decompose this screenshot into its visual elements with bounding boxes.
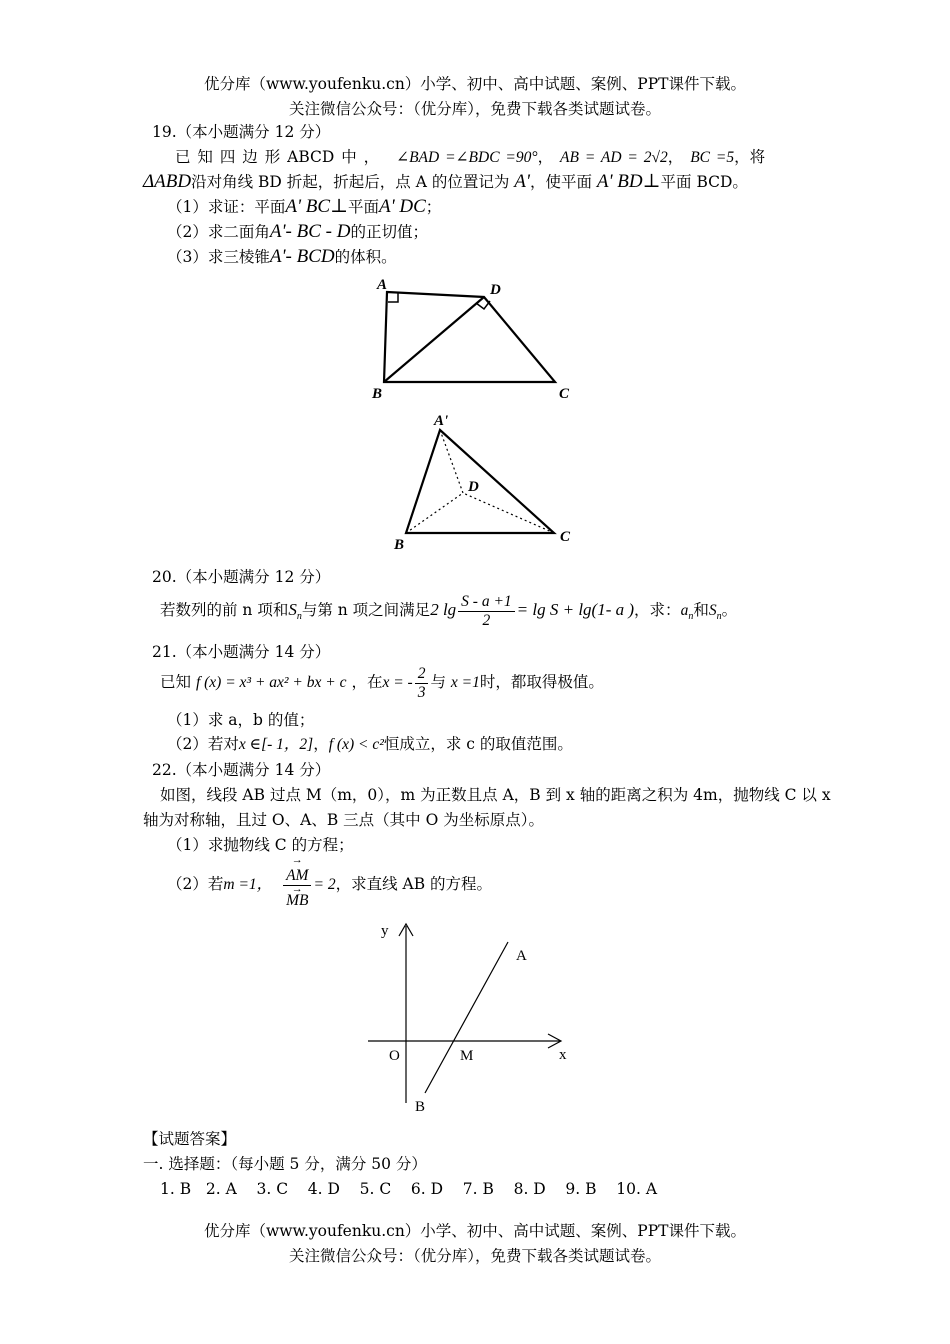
answers-title: 【试题答案】 — [143, 1130, 237, 1148]
q21-fraction: $\frac{2}{3}$ — [415, 665, 429, 702]
fig3-label-O: O — [389, 1048, 400, 1064]
answers-list: 1. B 2. A 3. C 4. D 5. C 6. D 7. B 8. D 9. B 10. A — [160, 1180, 658, 1198]
q19-title: 19.（本小题满分 12 分） — [152, 123, 331, 141]
q19-line-2: ΔABD沿对角线 BD 折起，折起后，点 A 的位置记为 A'，使平面 A' BD⊥平面 BCD。 — [143, 171, 748, 192]
fig2-label-B: B — [394, 537, 405, 553]
header-line-2: 关注微信公众号：（优分库），免费下载各类试题试卷。 — [288, 100, 661, 118]
q20-title: 20.（本小题满分 12 分） — [152, 568, 331, 586]
q22-part-2: （2）若m =1， → AM → MB = 2，求直线 AB 的方程。 — [167, 853, 493, 909]
fig3-label-y: y — [381, 923, 389, 939]
q19-figure-tetrahedron — [380, 405, 590, 555]
q21-part-2: （2）若对x ∈[- 1，2]，f (x) < c²恒成立，求 c 的取值范围。 — [167, 735, 573, 753]
q22-part-1: （1）求抛物线 C 的方程； — [167, 836, 354, 854]
q19-part-3: （3）求三棱锥A'- BCD的体积。 — [167, 246, 397, 267]
q21-title: 21.（本小题满分 14 分） — [152, 643, 331, 661]
q19-part-1: （1）求证：平面A' BC⊥平面A' DC； — [167, 196, 442, 217]
q22-figure-coordinate — [360, 918, 590, 1118]
fig1-label-B: B — [372, 386, 383, 402]
q21-part-1: （1）求 a，b 的值； — [167, 711, 315, 729]
q19-part-2: （2）求二面角A'- BC - D的正切值； — [167, 221, 428, 242]
fig2-label-C: C — [560, 529, 571, 545]
fig1-label-A: A — [377, 277, 388, 293]
fig3-label-x: x — [559, 1047, 567, 1063]
q19-line-1: 已 知 四 边 形 ABCD 中 ， ∠BAD =∠BDC =90°， AB = AD = 2√2， BC =5，将 — [175, 148, 766, 166]
q22-line-1: 如图，线段 AB 过点 M（m，0），m 为正数且点 A，B 到 x 轴的距离之积为 4m，抛物线 C 以 x — [160, 786, 831, 804]
fig1-label-D: D — [490, 282, 501, 298]
answers-section: 一. 选择题：（每小题 5 分，满分 50 分） — [143, 1155, 427, 1173]
fig1-label-C: C — [559, 386, 570, 402]
q20-fraction: $\frac{S - a +1}{2}$ — [458, 593, 515, 630]
footer-line-1: 优分库（www.youfenku.cn）小学、初中、高中试题、案例、PPT课件下载。 — [203, 1222, 747, 1240]
header-line-1: 优分库（www.youfenku.cn）小学、初中、高中试题、案例、PPT课件下载。 — [203, 75, 747, 93]
fig2-label-D: D — [468, 479, 479, 495]
q19-figure-quadrilateral — [360, 270, 590, 410]
q22-line-2: 轴为对称轴，且过 O、A、B 三点（其中 O 为坐标原点）。 — [143, 811, 544, 829]
q22-title: 22.（本小题满分 14 分） — [152, 761, 331, 779]
fig3-label-M: M — [460, 1048, 474, 1064]
fig3-label-B: B — [415, 1099, 426, 1115]
q21-line-1: 已知 f (x) = x³ + ax² + bx + c ，在x = - $\frac{2}{3}$ 与 x =1时，都取得极值。 — [160, 664, 604, 701]
footer-line-2: 关注微信公众号：（优分库），免费下载各类试题试卷。 — [288, 1247, 661, 1265]
q22-vector-fraction: → AM → MB — [283, 861, 311, 910]
q20-line-1: 若数列的前 n 项和$S_n$与第 n 项之间满足2 lg $\frac{S - a +1}{2}$ = lg S + lg(1- a )，求：$a_n$和$S_n$。 — [160, 592, 738, 629]
fig3-label-A: A — [516, 948, 527, 964]
fig2-label-A-prime: A' — [434, 413, 449, 429]
